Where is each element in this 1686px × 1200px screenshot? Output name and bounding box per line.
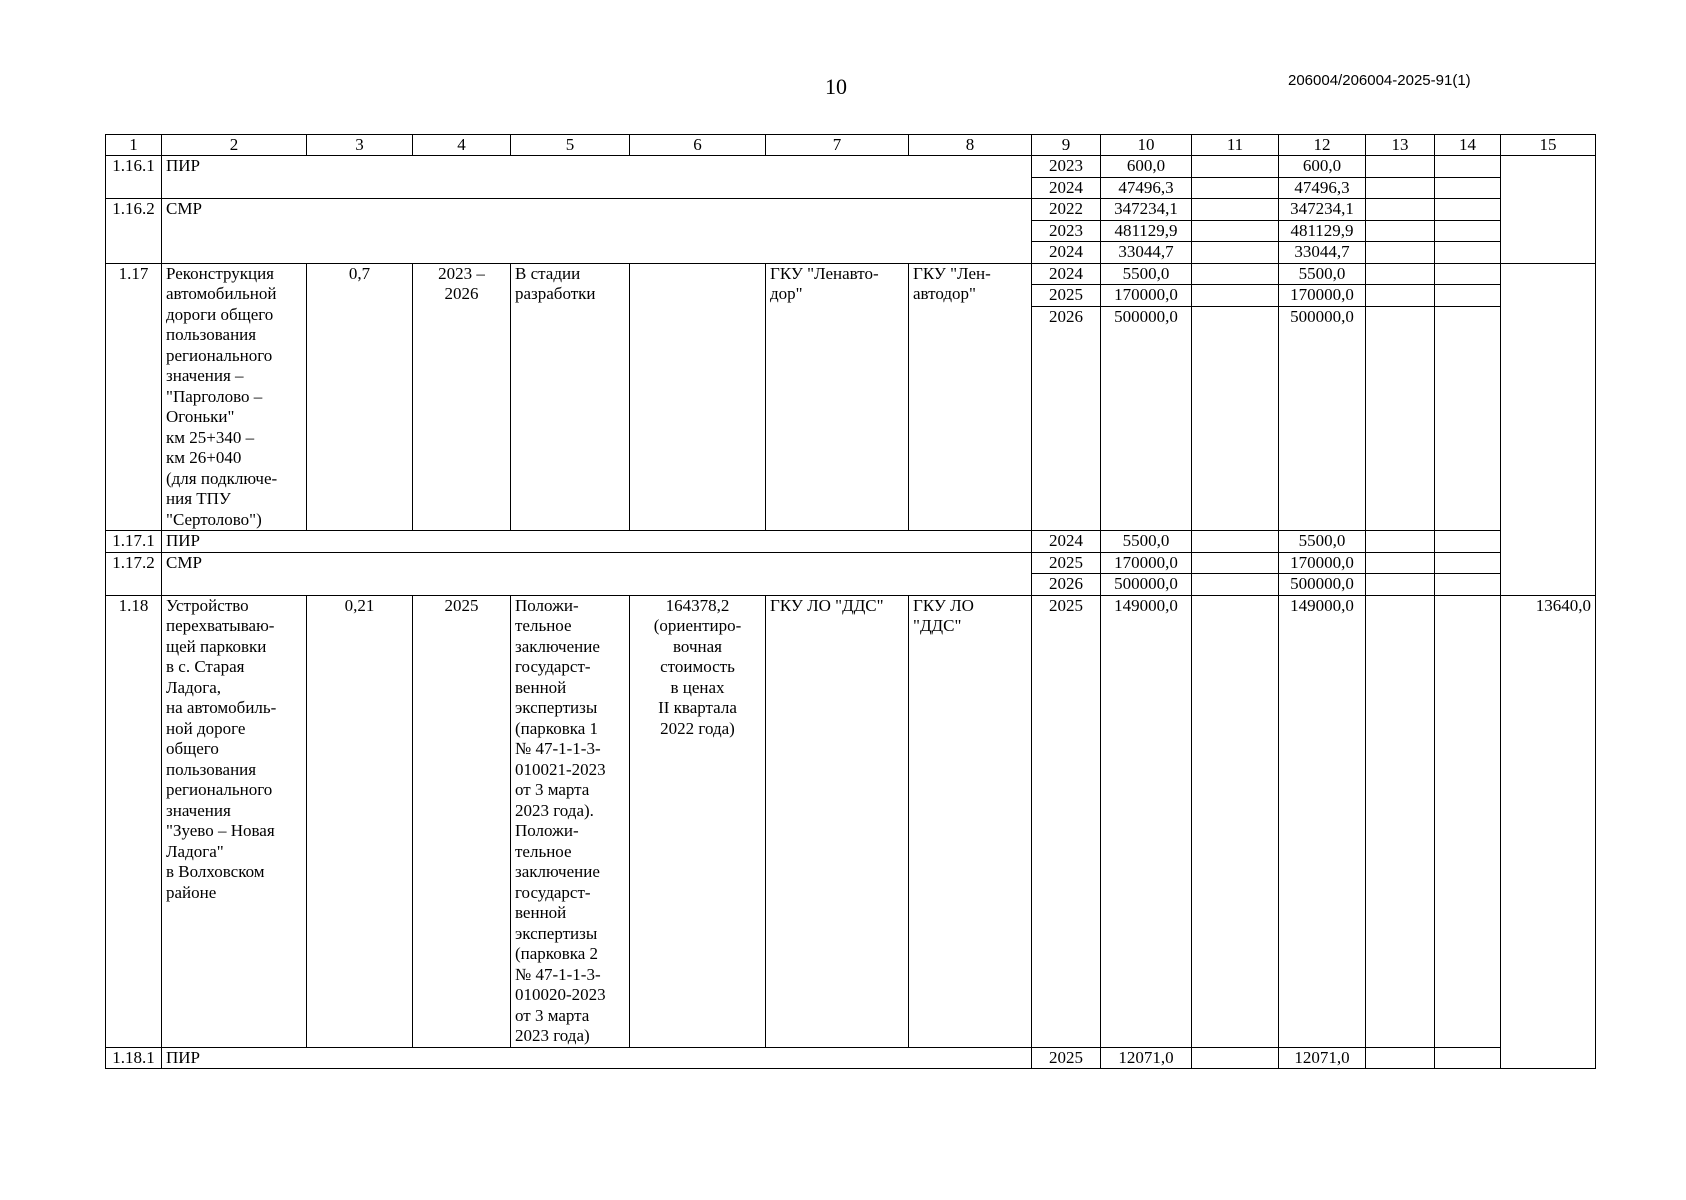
amount-regional: 5500,0 (1279, 263, 1366, 285)
header-col-13: 13 (1366, 135, 1435, 156)
header-col-11: 11 (1192, 135, 1279, 156)
empty-cell (1366, 1047, 1435, 1069)
year-cell: 2026 (1032, 306, 1101, 531)
empty-cell (1366, 220, 1435, 242)
year-cell: 2022 (1032, 199, 1101, 221)
amount-regional: 170000,0 (1279, 285, 1366, 307)
row-code: 1.16.1 (106, 156, 162, 199)
row-code: 1.17.1 (106, 531, 162, 553)
object-name: Реконструкция автомобильной дороги общего пользования регионального значения – "Парголово – Огоньки" км 25+340 – км 26+040 (для подключе- ния ТПУ "Сертолово") (162, 263, 307, 531)
empty-cell (1435, 531, 1501, 553)
customer-cell: ГКУ ЛО "ДДС" (766, 595, 909, 1047)
table-row (106, 552, 1596, 574)
header-col-1: 1 (106, 135, 162, 156)
amount-total: 170000,0 (1101, 285, 1192, 307)
empty-cell (1192, 595, 1279, 1047)
empty-cell (1366, 552, 1435, 574)
amount-total: 347234,1 (1101, 199, 1192, 221)
header-col-3: 3 (307, 135, 413, 156)
year-cell: 2025 (1032, 552, 1101, 574)
empty-cell (1435, 263, 1501, 285)
year-cell: 2024 (1032, 531, 1101, 553)
row-name: СМР (162, 552, 1032, 595)
row-name: СМР (162, 199, 1032, 264)
empty-cell (1435, 595, 1501, 1047)
amount-regional: 347234,1 (1279, 199, 1366, 221)
row-code: 1.18.1 (106, 1047, 162, 1069)
empty-cell (1366, 595, 1435, 1047)
year-cell: 2024 (1032, 263, 1101, 285)
year-cell: 2026 (1032, 574, 1101, 596)
row-name: ПИР (162, 531, 1032, 553)
empty-cell (1435, 220, 1501, 242)
documentation-cell: Положи- тельное заключение государст- венной экспертизы (парковка 1 № 47-1-1-3- 010021-2023 от 3 марта 2023 года). Положи- тельное заключение государст- венной экспертизы (парковка 2 № 47-1-1-3- 010020-2023 от 3 марта 2023 года) (511, 595, 630, 1047)
empty-cell (1192, 177, 1279, 199)
empty-cell (1192, 1047, 1279, 1069)
capacity-cell: 0,7 (307, 263, 413, 531)
developer-cell: ГКУ "Лен- автодор" (909, 263, 1032, 531)
amount-col-15: 13640,0 (1501, 595, 1596, 1069)
empty-cell (1192, 531, 1279, 553)
investment-table (105, 134, 1596, 1069)
year-cell: 2024 (1032, 242, 1101, 264)
empty-cell (1366, 156, 1435, 178)
capacity-cell: 0,21 (307, 595, 413, 1047)
header-col-6: 6 (630, 135, 766, 156)
amount-total: 12071,0 (1101, 1047, 1192, 1069)
amount-total: 5500,0 (1101, 531, 1192, 553)
table-row (106, 595, 1596, 1047)
empty-cell (1435, 306, 1501, 531)
empty-cell (1366, 177, 1435, 199)
header-col-5: 5 (511, 135, 630, 156)
empty-cell (1192, 242, 1279, 264)
amount-total: 170000,0 (1101, 552, 1192, 574)
empty-cell (1192, 156, 1279, 178)
year-cell: 2025 (1032, 1047, 1101, 1069)
empty-cell (1192, 574, 1279, 596)
empty-cell (1192, 552, 1279, 574)
header-col-12: 12 (1279, 135, 1366, 156)
documentation-cell: В стадии разработки (511, 263, 630, 531)
amount-regional: 481129,9 (1279, 220, 1366, 242)
period-cell: 2023 – 2026 (413, 263, 511, 531)
empty-cell (1501, 263, 1596, 595)
empty-cell (1435, 1047, 1501, 1069)
amount-regional: 149000,0 (1279, 595, 1366, 1047)
amount-regional: 600,0 (1279, 156, 1366, 178)
amount-regional: 170000,0 (1279, 552, 1366, 574)
amount-total: 47496,3 (1101, 177, 1192, 199)
row-code: 1.16.2 (106, 199, 162, 264)
empty-cell (1435, 199, 1501, 221)
header-col-10: 10 (1101, 135, 1192, 156)
table-row (106, 1047, 1596, 1069)
empty-cell (1435, 156, 1501, 178)
header-col-14: 14 (1435, 135, 1501, 156)
empty-cell (1192, 306, 1279, 531)
empty-cell (1366, 199, 1435, 221)
row-code: 1.17.2 (106, 552, 162, 595)
amount-regional: 33044,7 (1279, 242, 1366, 264)
header-col-15: 15 (1501, 135, 1596, 156)
empty-cell (1366, 531, 1435, 553)
year-cell: 2023 (1032, 220, 1101, 242)
empty-cell (1435, 177, 1501, 199)
table-row (106, 199, 1596, 221)
period-cell: 2025 (413, 595, 511, 1047)
amount-regional: 500000,0 (1279, 574, 1366, 596)
object-name: Устройство перехватываю- щей парковки в с. Старая Ладога, на автомобиль- ной дороге общего пользования регионального значения "Зуево – Новая Ладога" в Волховском районе (162, 595, 307, 1047)
header-col-7: 7 (766, 135, 909, 156)
row-code: 1.18 (106, 595, 162, 1047)
year-cell: 2023 (1032, 156, 1101, 178)
table-row (106, 263, 1596, 285)
amount-regional: 500000,0 (1279, 306, 1366, 531)
row-name: ПИР (162, 1047, 1032, 1069)
empty-cell (1435, 242, 1501, 264)
empty-cell (1366, 242, 1435, 264)
row-name: ПИР (162, 156, 1032, 199)
empty-cell (1366, 306, 1435, 531)
table-row (106, 156, 1596, 178)
empty-cell (1192, 220, 1279, 242)
amount-regional: 5500,0 (1279, 531, 1366, 553)
header-col-4: 4 (413, 135, 511, 156)
document-id: 206004/206004-2025-91(1) (1288, 72, 1471, 89)
estimate-cell (630, 263, 766, 531)
amount-total: 600,0 (1101, 156, 1192, 178)
amount-total: 481129,9 (1101, 220, 1192, 242)
empty-cell (1435, 285, 1501, 307)
amount-total: 500000,0 (1101, 574, 1192, 596)
amount-total: 149000,0 (1101, 595, 1192, 1047)
year-cell: 2025 (1032, 285, 1101, 307)
year-cell: 2024 (1032, 177, 1101, 199)
amount-total: 5500,0 (1101, 263, 1192, 285)
developer-cell: ГКУ ЛО "ДДС" (909, 595, 1032, 1047)
row-code: 1.17 (106, 263, 162, 531)
empty-cell (1192, 263, 1279, 285)
header-col-9: 9 (1032, 135, 1101, 156)
page-number: 10 (825, 74, 847, 99)
empty-cell (1435, 552, 1501, 574)
header-col-2: 2 (162, 135, 307, 156)
empty-cell (1366, 263, 1435, 285)
header-row (106, 135, 1596, 156)
amount-total: 33044,7 (1101, 242, 1192, 264)
empty-cell (1366, 574, 1435, 596)
empty-cell (1501, 156, 1596, 264)
header-col-8: 8 (909, 135, 1032, 156)
empty-cell (1435, 574, 1501, 596)
amount-regional: 12071,0 (1279, 1047, 1366, 1069)
amount-regional: 47496,3 (1279, 177, 1366, 199)
estimate-cell: 164378,2 (ориентиро- вочная стоимость в ценах II квартала 2022 года) (630, 595, 766, 1047)
empty-cell (1366, 285, 1435, 307)
customer-cell: ГКУ "Ленавто- дор" (766, 263, 909, 531)
empty-cell (1192, 199, 1279, 221)
amount-total: 500000,0 (1101, 306, 1192, 531)
empty-cell (1192, 285, 1279, 307)
year-cell: 2025 (1032, 595, 1101, 1047)
table-row (106, 531, 1596, 553)
